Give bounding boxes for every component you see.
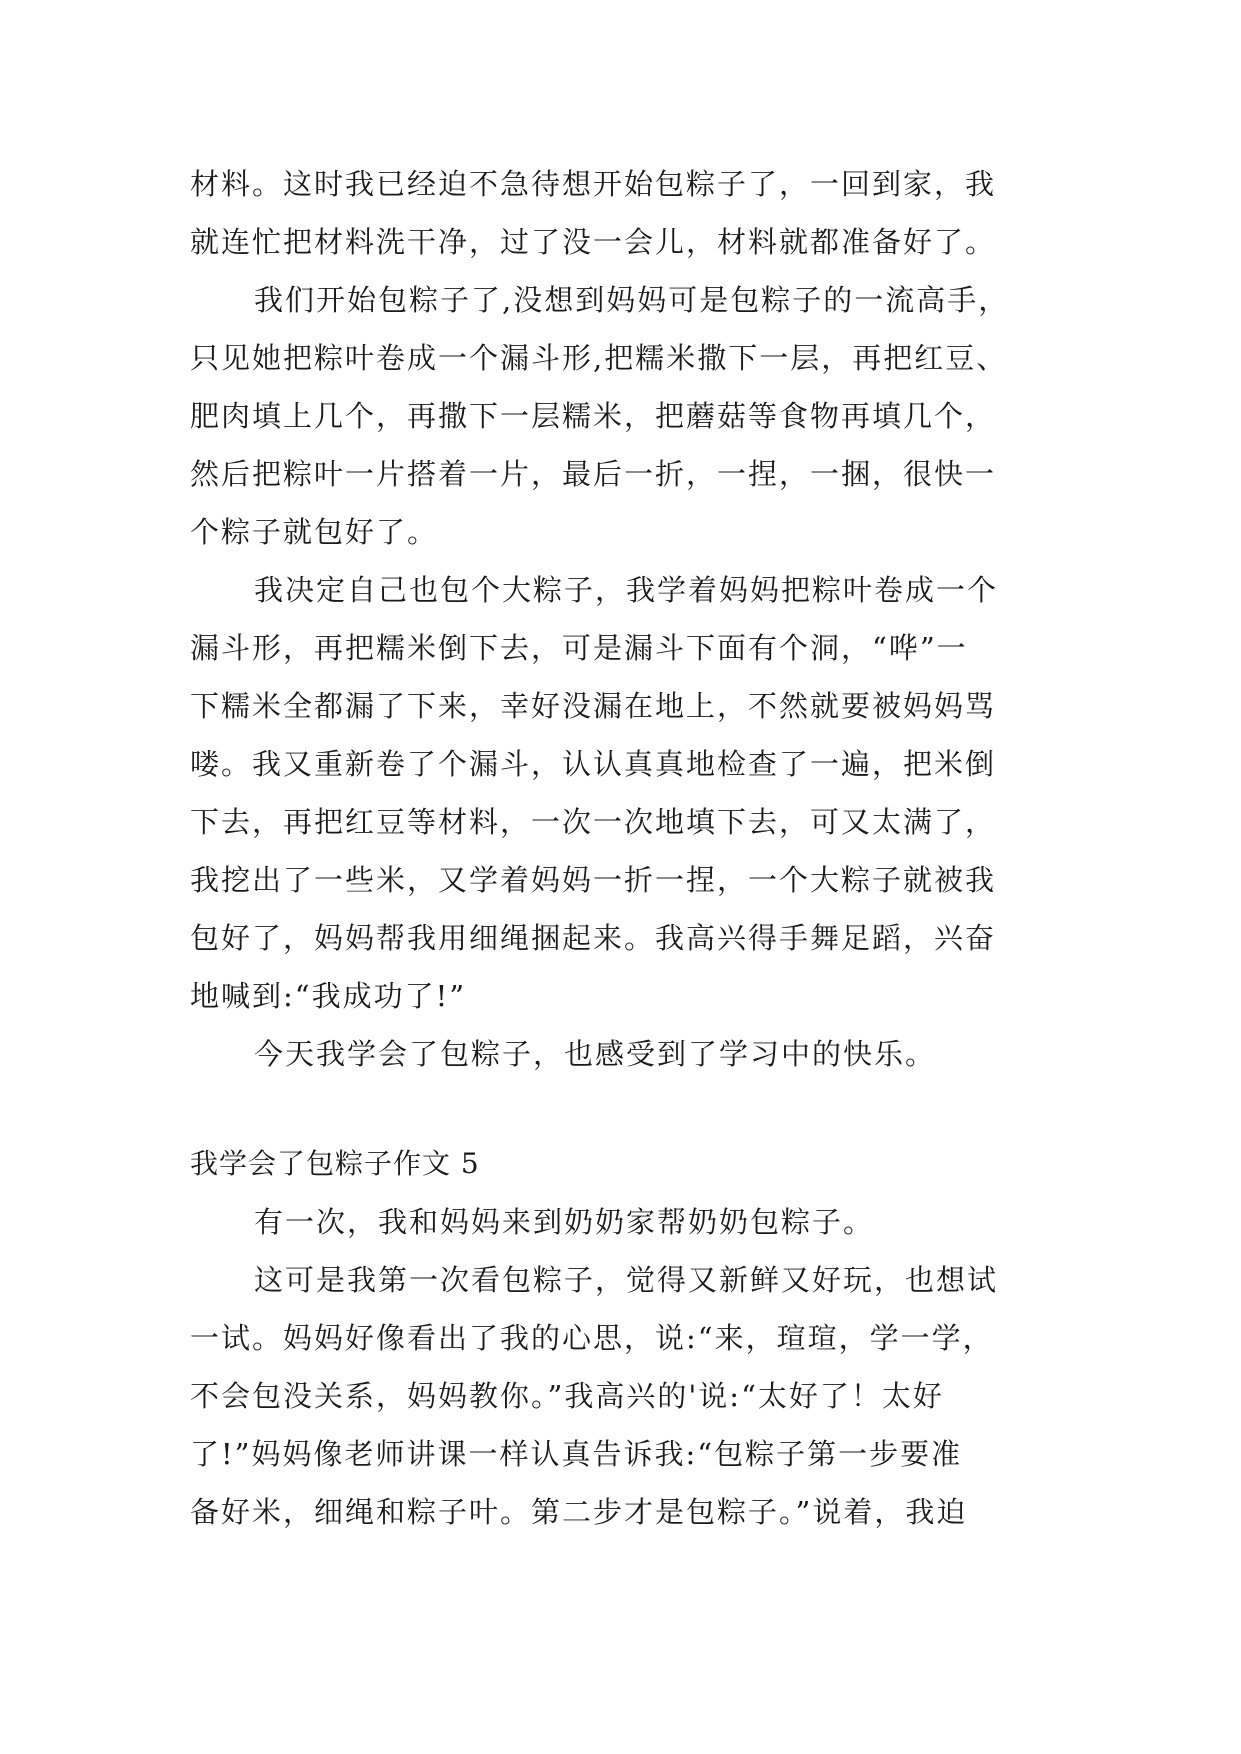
text-line: 不会包没关系，妈妈教你。”我高兴的'说:“太好了！太好 bbox=[190, 1379, 944, 1413]
text-line: 肥肉填上几个，再撒下一层糯米，把蘑菇等食物再填几个， bbox=[190, 399, 997, 433]
text-line: 个粽子就包好了。 bbox=[190, 515, 439, 549]
text-line: 备好米，细绳和粽子叶。第二步才是包粽子。”说着，我迫 bbox=[190, 1495, 968, 1529]
paragraph-start-line: 我决定自己也包个大粽子，我学着妈妈把粽叶卷成一个 bbox=[254, 573, 999, 607]
paragraph-start-line: 我们开始包粽子了,没想到妈妈可是包粽子的一流高手， bbox=[254, 283, 1010, 317]
text-line: 一试。妈妈好像看出了我的心思，说:“来，瑄瑄，学一学， bbox=[190, 1321, 994, 1355]
text-line: 漏斗形，再把糯米倒下去，可是漏斗下面有个洞，“哗”一 bbox=[190, 631, 968, 665]
paragraph-start-line: 这可是我第一次看包粽子，觉得又新鲜又好玩，也想试 bbox=[254, 1263, 999, 1297]
section-heading: 我学会了包粽子作文 5 bbox=[190, 1147, 480, 1180]
text-block-1 bbox=[190, 155, 1090, 1083]
text-line: 地喊到:“我成功了!” bbox=[190, 979, 467, 1013]
paragraph-start-line: 今天我学会了包粽子，也感受到了学习中的快乐。 bbox=[254, 1037, 937, 1071]
paragraph-start-line: 有一次，我和妈妈来到奶奶家帮奶奶包粽子。 bbox=[254, 1205, 875, 1239]
text-line: 下糯米全都漏了下来，幸好没漏在地上，不然就要被妈妈骂 bbox=[190, 689, 997, 723]
text-line: 只见她把粽叶卷成一个漏斗形,把糯米撒下一层，再把红豆、 bbox=[190, 341, 1008, 375]
text-block-2 bbox=[190, 1193, 1090, 1541]
text-line: 我挖出了一些米，又学着妈妈一折一捏，一个大粽子就被我 bbox=[190, 863, 997, 897]
text-line: 下去，再把红豆等材料，一次一次地填下去，可又太满了， bbox=[190, 805, 997, 839]
text-line: 包好了，妈妈帮我用细绳捆起来。我高兴得手舞足蹈，兴奋 bbox=[190, 921, 997, 955]
section-heading-block bbox=[190, 1135, 1090, 1193]
text-line: 了!”妈妈像老师讲课一样认真告诉我:“包粽子第一步要准 bbox=[190, 1437, 963, 1471]
text-line: 材料。这时我已经迫不急待想开始包粽子了，一回到家，我 bbox=[190, 167, 997, 201]
text-line: 然后把粽叶一片搭着一片，最后一折，一捏，一捆，很快一 bbox=[190, 457, 997, 491]
text-line: 喽。我又重新卷了个漏斗，认认真真地检查了一遍，把米倒 bbox=[190, 747, 997, 781]
text-line: 就连忙把材料洗干净，过了没一会儿，材料就都准备好了。 bbox=[190, 225, 997, 259]
